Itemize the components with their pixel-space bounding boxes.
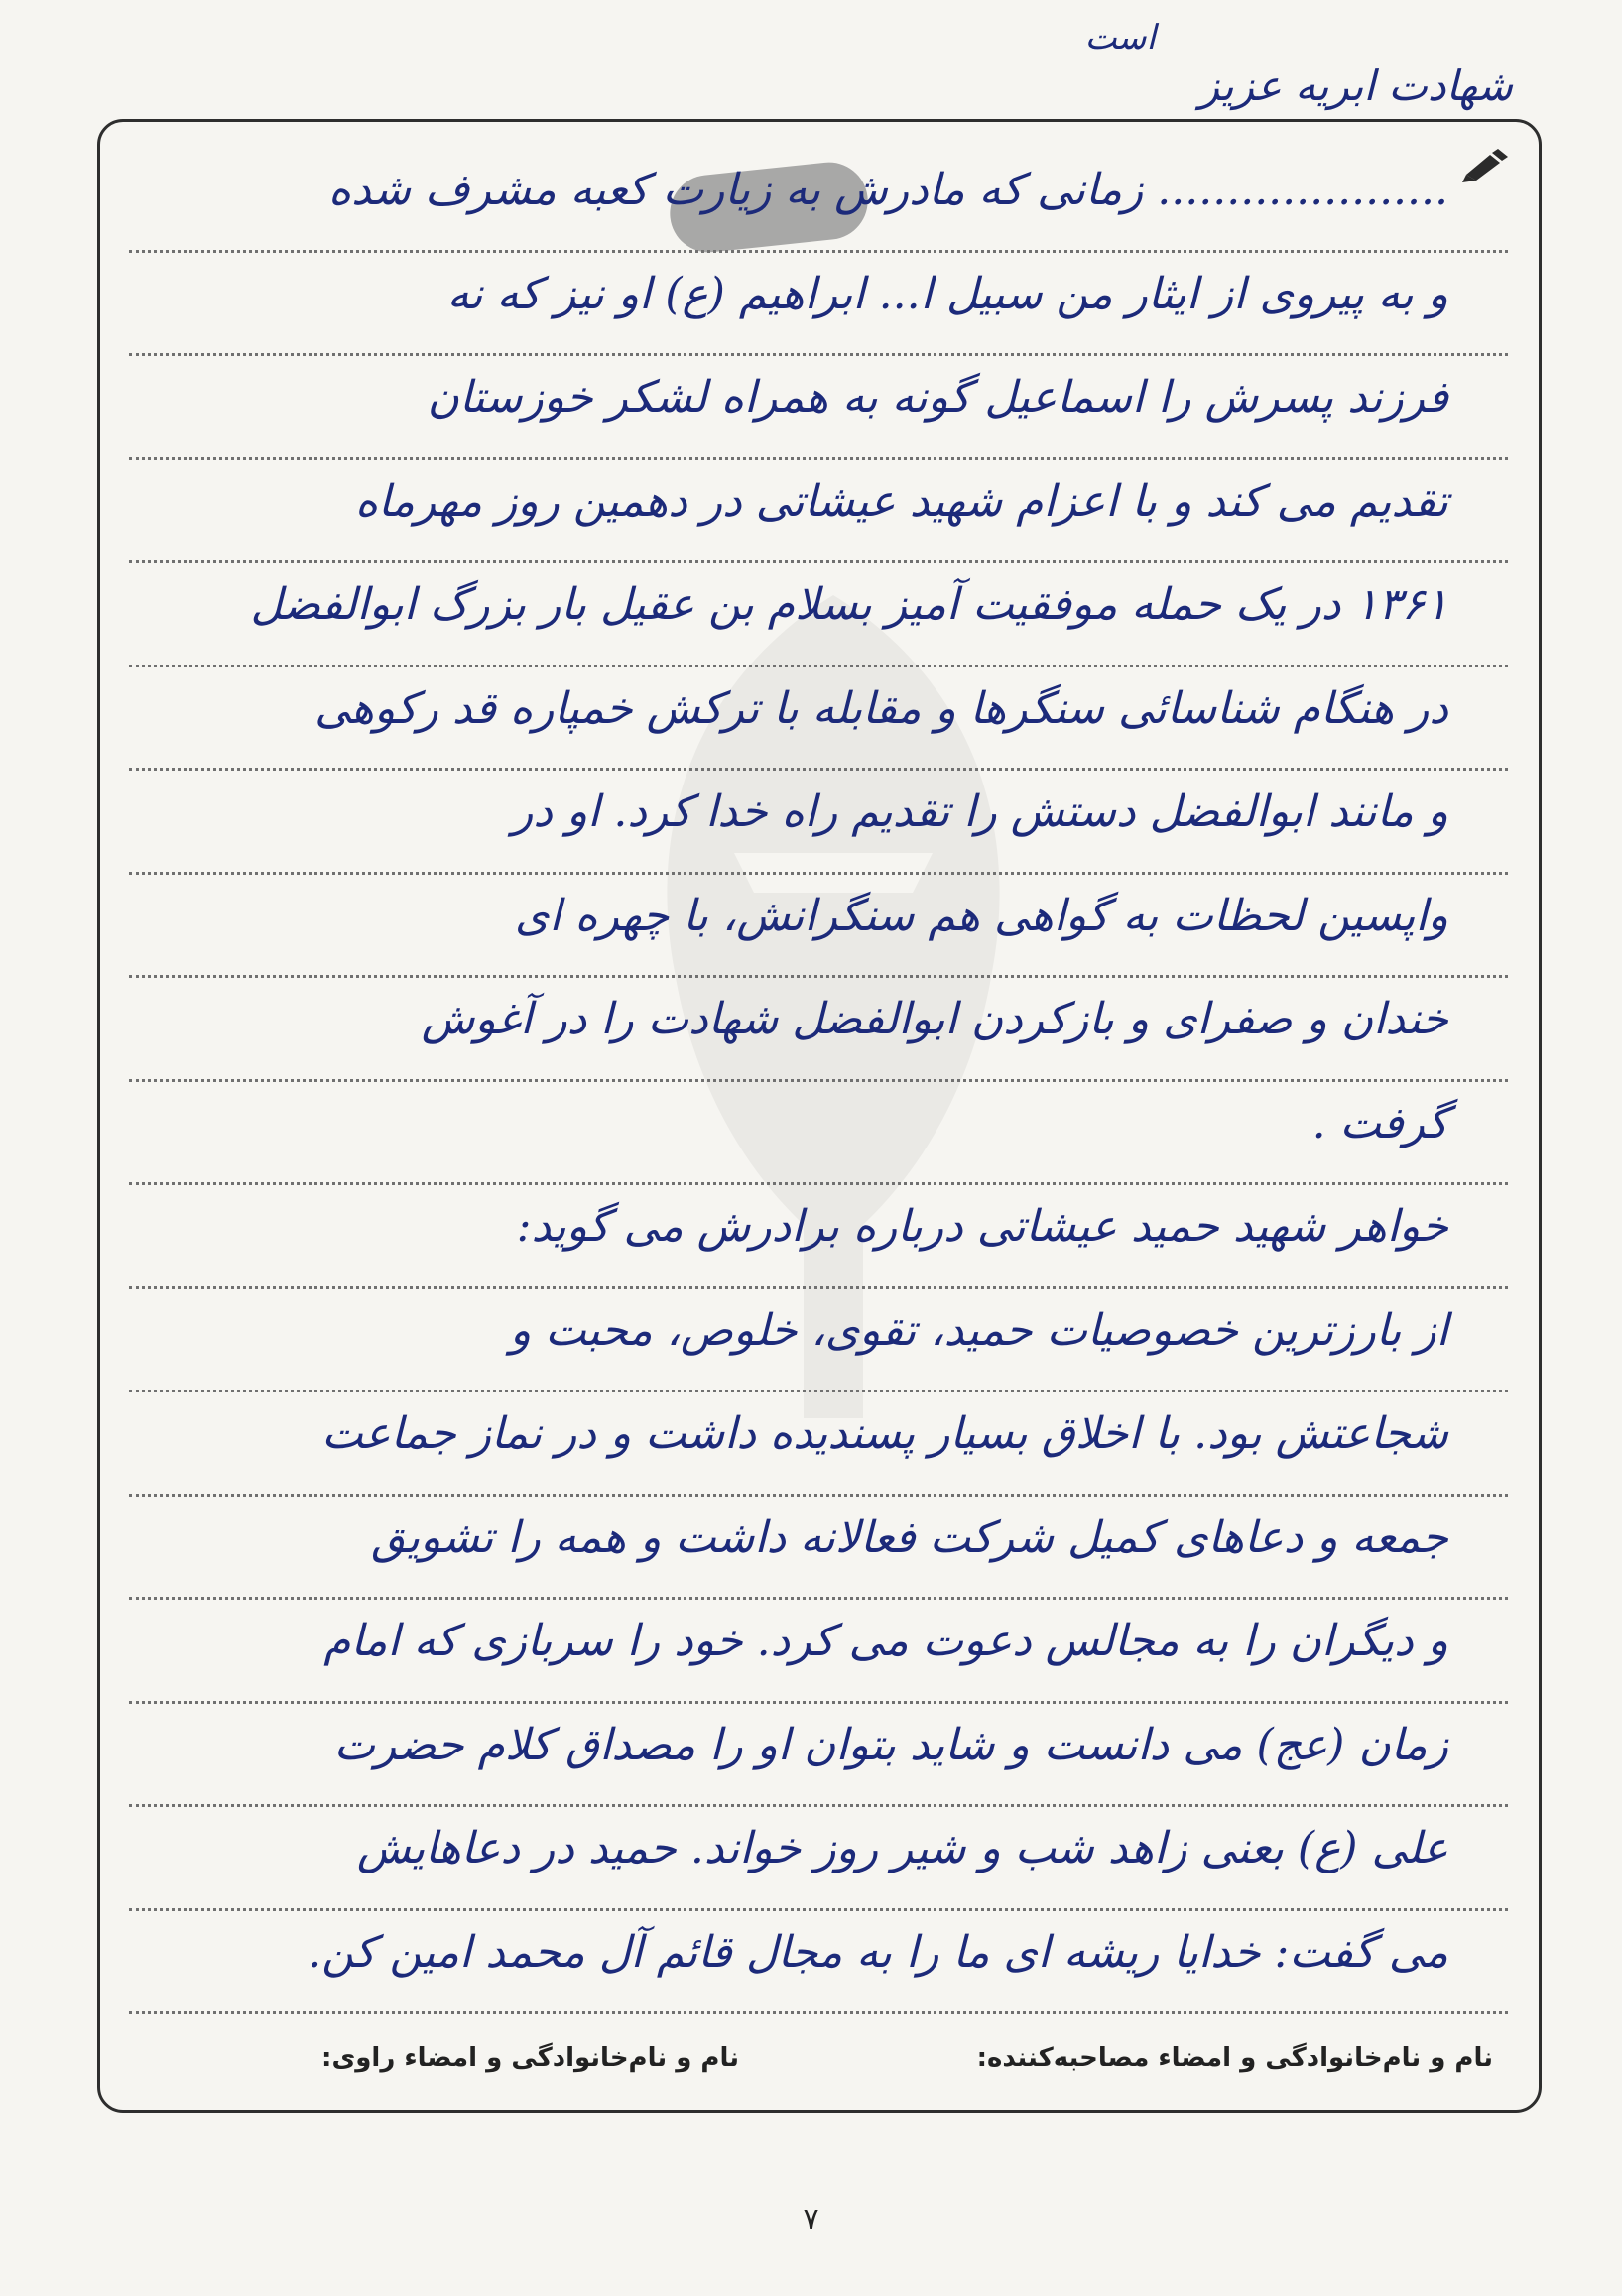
handwritten-body: [129, 149, 1508, 2013]
page-number: ۷: [803, 2202, 819, 2236]
document-title: [1084, 18, 1513, 110]
handwritten-line: می گفت: خدایا ریشه ای ما را به مجال قائم آل محمد امین کن.: [129, 1911, 1508, 2015]
handwritten-line: شجاعتش بود. با اخلاق بسیار پسندیده داشت و در نماز جماعت: [129, 1392, 1508, 1497]
handwritten-line: واپسین لحظات به گواهی هم سنگرانش، با چهره ای: [129, 875, 1508, 979]
handwritten-line: و به پیروی از ایثار من سبیل ا... ابراهیم (ع) او نیز که نه: [129, 253, 1508, 357]
interviewer-signature-label: نام و نام‌خانوادگی و امضاء مصاحبه‌کننده:: [976, 2043, 1493, 2073]
handwritten-line: خندان و صفرای و بازکردن ابوالفضل شهادت را در آغوش: [129, 978, 1508, 1082]
handwritten-line: ۱۳۶۱ در یک حمله موفقیت آمیز بسلام بن عقیل بار بزرگ ابوالفضل: [129, 563, 1508, 667]
document-title-text: شهادت ابریه عزیز: [1198, 61, 1513, 110]
handwritten-line: از بارزترین خصوصیات حمید، تقوی، خلوص، محبت و: [129, 1289, 1508, 1393]
handwritten-line: جمعه و دعاهای کمیل شرکت فعالانه داشت و همه را تشویق: [129, 1497, 1508, 1601]
handwritten-line: و دیگران را به مجالس دعوت می کرد. خود را سربازی که امام: [129, 1600, 1508, 1704]
handwritten-line: و مانند ابوالفضل دستش را تقدیم راه خدا کرد. او در: [129, 771, 1508, 875]
handwritten-line: ..................... زمانی که مادرش به زیارت کعبه مشرف شده: [129, 149, 1508, 253]
handwritten-line: گرفت .: [129, 1082, 1508, 1186]
handwritten-line: علی (ع) بعنی زاهد شب و شیر روز خواند. حمید در دعاهایش: [129, 1807, 1508, 1911]
handwritten-line: زمان (عج) می دانست و شاید بتوان او را مصداق کلام حضرت: [129, 1704, 1508, 1808]
handwritten-line: در هنگام شناسائی سنگرها و مقابله با ترکش خمپاره قد رکوهی: [129, 667, 1508, 772]
handwritten-line: فرزند پسرش را اسماعیل گونه به همراه لشکر خوزستان: [129, 356, 1508, 460]
narrator-signature-label: نام و نام‌خانوادگی و امضاء راوی:: [321, 2043, 739, 2073]
handwritten-line: تقدیم می کند و با اعزام شهید عیشاتی در دهمین روز مهرماه: [129, 460, 1508, 564]
handwritten-line: خواهر شهید حمید عیشاتی درباره برادرش می گوید:: [129, 1185, 1508, 1289]
document-title-superscript: است: [1084, 18, 1156, 58]
